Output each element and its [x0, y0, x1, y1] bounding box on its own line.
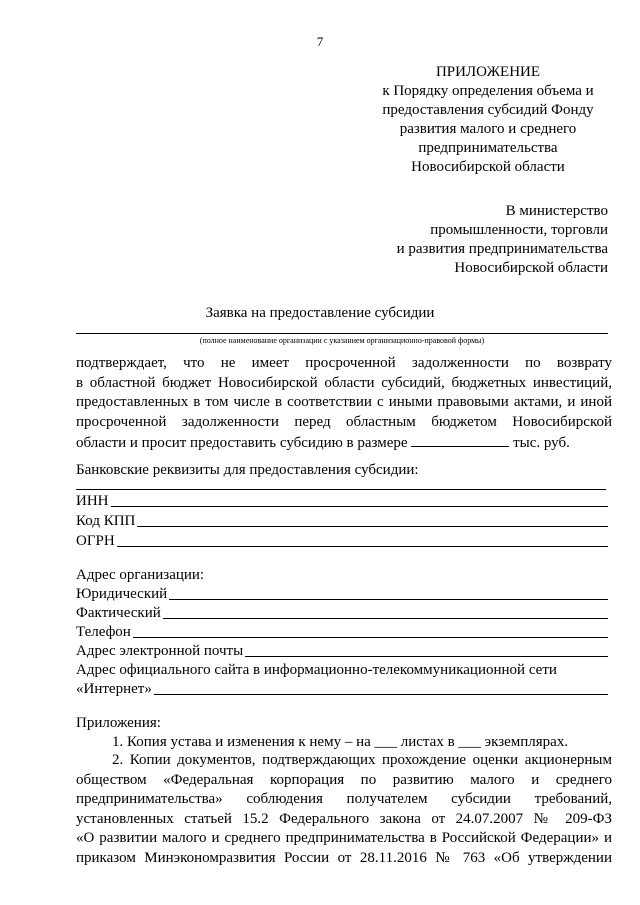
website-label-2: «Интернет» — [76, 681, 152, 697]
kpp-field[interactable] — [137, 526, 608, 527]
phone-row — [76, 622, 608, 642]
appendix-line: развития малого и среднего — [399, 121, 577, 137]
subsidy-amount-field[interactable] — [411, 432, 509, 447]
statement-last-suffix: тыс. руб. — [513, 435, 570, 451]
inn-label: ИНН — [76, 493, 109, 509]
email-label: Адрес электронной почты — [76, 643, 244, 659]
addressee-line: Новосибирской области — [454, 260, 608, 276]
phone-field[interactable] — [133, 637, 608, 638]
attachments-heading: Приложения: — [76, 715, 161, 731]
statement-line: предоставленных в том числе в соответствии с иными правовыми актами, и иной — [76, 394, 612, 410]
ogrn-label: ОГРН — [76, 533, 115, 549]
actual-address-label: Фактический — [76, 605, 161, 621]
addressee-block — [397, 202, 608, 278]
kpp-label: Код КПП — [76, 513, 136, 529]
bank-blank-line[interactable] — [76, 489, 606, 490]
statement-last-line — [76, 432, 570, 453]
attachment-item-2-line: приказом Минэкономразвития России от 28.11.2016 № 763 «Об утверждении — [76, 849, 612, 866]
org-name-caption: (полное наименование организации с указанием организационно-правовой формы) — [199, 336, 485, 345]
inn-row — [76, 491, 608, 511]
kpp-row — [76, 511, 608, 531]
ogrn-field[interactable] — [117, 546, 608, 547]
form-title: Заявка на предоставление субсидии — [205, 305, 435, 321]
appendix-block — [370, 63, 606, 177]
appendix-line: к Порядку определения объема и — [382, 83, 594, 99]
actual-address-row — [76, 603, 608, 623]
address-heading: Адрес организации: — [76, 567, 205, 583]
appendix-line: предоставления субсидий Фонду — [382, 102, 594, 118]
website-field[interactable] — [154, 694, 608, 695]
statement-line: просроченной задолженности перед областным бюджетом Новосибирской — [76, 413, 612, 430]
addressee-line: промышленности, торговли — [430, 222, 608, 238]
website-row — [76, 679, 608, 699]
attachment-item-2-line: предпринимательства» соблюдения получателем субсидии требований, — [76, 791, 612, 807]
statement-last-prefix: области и просит предоставить субсидию в размере — [76, 435, 408, 451]
appendix-line: Новосибирской области — [411, 159, 565, 175]
email-row — [76, 641, 608, 661]
phone-label: Телефон — [76, 624, 131, 640]
attachment-item-2-line: 2. Копии документов, подтверждающих прохождение оценки акционерным — [112, 752, 612, 768]
attachment-item-1: 1. Копия устава и изменения к нему – на ___ листах в ___ экземплярах. — [112, 734, 569, 750]
org-name-line[interactable] — [76, 333, 608, 334]
website-label: Адрес официального сайта в информационно-телекоммуникационной сети — [76, 662, 557, 678]
addressee-line: и развития предпринимательства — [396, 241, 608, 257]
attachment-item-2-line: установленных статьей 15.2 Федерального закона от 24.07.2007 № 209-ФЗ — [76, 810, 612, 827]
legal-address-field[interactable] — [169, 599, 608, 600]
statement-line: подтверждает, что не имеет просроченной задолженности по возврату — [76, 355, 612, 371]
addressee-line: В министерство — [505, 203, 608, 219]
appendix-title: ПРИЛОЖЕНИЕ — [435, 64, 541, 80]
appendix-line: предпринимательства — [418, 140, 558, 156]
inn-field[interactable] — [111, 506, 609, 507]
legal-address-row — [76, 584, 608, 604]
attachment-item-2-line: обществом «Федеральная корпорация по развитию малого и среднего — [76, 771, 612, 788]
attachment-item-2-line: «О развитии малого и среднего предпринимательства в Российской Федерации» и — [76, 830, 612, 846]
page-number: 7 — [316, 34, 324, 49]
actual-address-field[interactable] — [163, 618, 608, 619]
ogrn-row — [76, 531, 608, 551]
legal-address-label: Юридический — [76, 586, 168, 602]
bank-heading: Банковские реквизиты для предоставления субсидии: — [76, 462, 419, 478]
statement-line: в областной бюджет Новосибирской области субсидий, бюджетных инвестиций, — [76, 374, 612, 391]
email-field[interactable] — [245, 656, 608, 657]
